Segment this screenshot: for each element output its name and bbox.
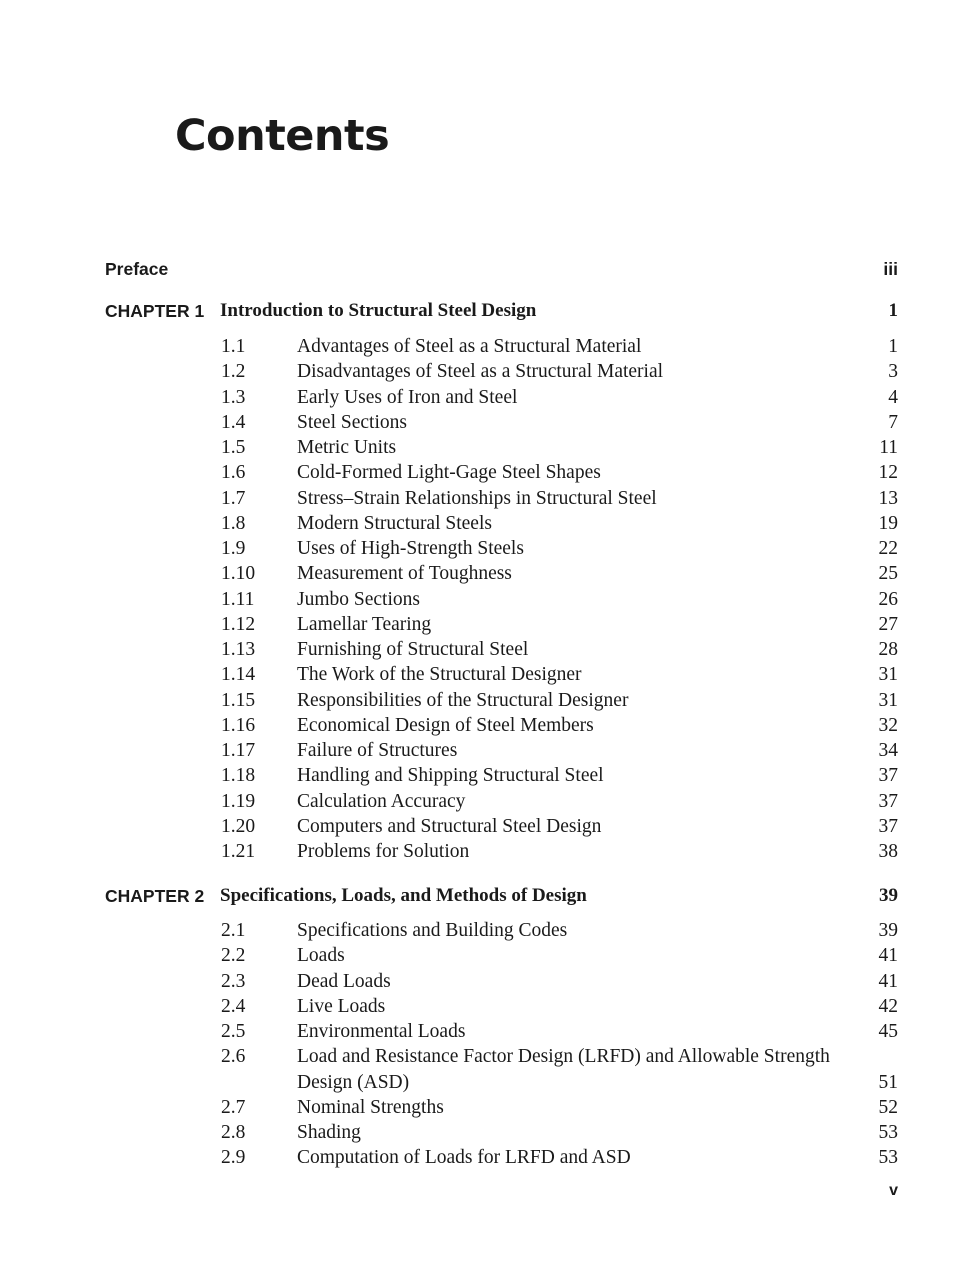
toc-section-entry[interactable] (221, 511, 898, 536)
section-title: Lamellar Tearing (297, 613, 432, 635)
section-title: Dead Loads (297, 970, 391, 992)
section-number: 1.6 (221, 462, 246, 484)
section-number: 2.9 (221, 1147, 246, 1169)
section-title: Furnishing of Structural Steel (297, 639, 529, 660)
section-number: 1.10 (221, 563, 256, 585)
section-number: 1.17 (221, 740, 256, 761)
toc-section-entry[interactable] (221, 969, 898, 994)
preface-label: Preface (105, 259, 169, 279)
section-number: 2.2 (221, 945, 246, 967)
section-number: 1.11 (221, 588, 255, 610)
chapter-page-number: 39 (879, 885, 898, 906)
section-page-number: 3 (888, 361, 898, 383)
section-number: 1.18 (221, 765, 256, 787)
page-folio: v (889, 1182, 898, 1199)
section-title: Calculation Accuracy (297, 790, 466, 812)
section-title: Jumbo Sections (297, 588, 420, 610)
section-number: 1.19 (221, 790, 256, 812)
toc-section-entry[interactable] (221, 460, 898, 485)
section-page-number: 52 (878, 1096, 898, 1118)
section-number: 2.3 (221, 970, 246, 992)
section-title: Stress–Strain Relationships in Structural Steel (297, 487, 657, 509)
toc-chapter-1-heading[interactable] (105, 298, 898, 324)
toc-section-entry[interactable] (221, 612, 898, 637)
section-page-number: 11 (879, 437, 898, 458)
toc-section-entry[interactable] (221, 994, 898, 1019)
toc-section-entry[interactable] (221, 1145, 898, 1170)
chapter-label: CHAPTER 2 (105, 886, 205, 906)
section-page-number: 37 (878, 815, 898, 837)
section-title: Shading (297, 1122, 361, 1143)
section-title: Uses of High-Strength Steels (297, 538, 524, 559)
toc-section-entry[interactable] (221, 918, 898, 943)
section-page-number: 12 (878, 462, 898, 484)
section-title: Computation of Loads for LRFD and ASD (297, 1147, 631, 1169)
toc-section-entry[interactable] (221, 814, 898, 839)
section-number: 2.4 (221, 995, 246, 1017)
section-page-number: 37 (878, 765, 898, 787)
toc-section-entry[interactable] (221, 1120, 898, 1145)
section-title: Economical Design of Steel Members (297, 714, 594, 736)
section-page-number: 26 (878, 588, 898, 610)
chapter-title: Specifications, Loads, and Methods of Design (220, 885, 587, 906)
chapter-1-section-list (221, 334, 898, 864)
section-number: 1.13 (221, 639, 256, 660)
toc-section-entry[interactable] (221, 435, 898, 460)
section-number: 2.6 (221, 1046, 246, 1068)
section-title: Failure of Structures (297, 740, 458, 761)
toc-section-entry[interactable] (221, 334, 898, 359)
toc-section-entry[interactable] (221, 359, 898, 384)
section-number: 1.3 (221, 386, 246, 408)
section-title: Responsibilities of the Structural Designer (297, 689, 629, 711)
section-title: Problems for Solution (297, 841, 470, 862)
toc-preface-entry[interactable] (105, 256, 898, 282)
section-title: Computers and Structural Steel Design (297, 815, 602, 837)
toc-section-entry[interactable] (221, 1095, 898, 1120)
toc-section-entry[interactable] (221, 1019, 898, 1044)
toc-section-entry[interactable] (221, 789, 898, 814)
section-page-number: 7 (888, 411, 898, 433)
toc-section-entry[interactable] (221, 536, 898, 561)
section-number: 1.12 (221, 613, 256, 635)
section-title: Early Uses of Iron and Steel (297, 386, 518, 408)
chapter-2-section-list (221, 918, 898, 1171)
section-number: 1.4 (221, 411, 246, 433)
section-title: Load and Resistance Factor Design (LRFD) and Allowable Strength Design (ASD) (297, 1046, 830, 1093)
section-page-number: 25 (878, 563, 898, 585)
section-page-number: 37 (878, 790, 898, 812)
section-page-number: 38 (878, 841, 898, 862)
section-title: Metric Units (297, 437, 397, 458)
section-page-number: 1 (888, 336, 898, 357)
section-number: 2.7 (221, 1096, 246, 1118)
section-page-number: 32 (878, 714, 898, 736)
toc-section-entry[interactable] (221, 763, 898, 788)
section-number: 1.21 (221, 841, 256, 862)
preface-page-number: iii (883, 259, 898, 279)
section-title: Disadvantages of Steel as a Structural Material (297, 361, 664, 383)
section-number: 2.5 (221, 1021, 246, 1042)
chapter-page-number: 1 (888, 300, 898, 321)
toc-section-entry[interactable] (221, 839, 898, 864)
section-number: 1.14 (221, 664, 256, 686)
section-page-number: 27 (878, 613, 898, 635)
toc-section-entry[interactable] (221, 410, 898, 435)
section-number: 1.5 (221, 437, 246, 458)
section-page-number: 45 (878, 1021, 898, 1042)
section-title: Steel Sections (297, 411, 407, 433)
section-number: 1.16 (221, 714, 256, 736)
toc-section-entry[interactable] (221, 662, 898, 687)
section-number: 1.9 (221, 538, 246, 559)
section-title: Advantages of Steel as a Structural Material (297, 336, 642, 357)
section-title: Live Loads (297, 995, 386, 1017)
section-page-number: 31 (878, 689, 898, 711)
page-title: Contents (175, 111, 390, 161)
section-title: Loads (297, 945, 345, 967)
toc-section-entry[interactable] (221, 385, 898, 410)
section-page-number: 53 (878, 1122, 898, 1143)
toc-section-entry[interactable] (221, 1044, 898, 1095)
section-page-number: 39 (878, 920, 898, 941)
section-number: 2.8 (221, 1122, 246, 1143)
section-page-number: 51 (878, 1071, 898, 1093)
toc-section-entry[interactable] (221, 561, 898, 586)
section-number: 1.20 (221, 815, 256, 837)
section-title: Nominal Strengths (297, 1096, 444, 1118)
section-page-number: 13 (878, 487, 898, 509)
section-title: Cold-Formed Light-Gage Steel Shapes (297, 462, 601, 484)
toc-section-entry[interactable] (221, 713, 898, 738)
section-title: Specifications and Building Codes (297, 920, 568, 941)
toc-section-entry[interactable] (221, 637, 898, 662)
toc-section-entry[interactable] (221, 688, 898, 713)
section-number: 1.8 (221, 512, 246, 534)
section-title: Handling and Shipping Structural Steel (297, 765, 604, 787)
section-title: The Work of the Structural Designer (297, 664, 582, 686)
chapter-label: CHAPTER 1 (105, 301, 205, 321)
chapter-title: Introduction to Structural Steel Design (220, 300, 537, 321)
toc-section-entry[interactable] (221, 943, 898, 968)
section-number: 2.1 (221, 920, 246, 941)
section-number: 1.15 (221, 689, 256, 711)
section-number: 1.1 (221, 336, 246, 357)
section-page-number: 53 (878, 1147, 898, 1169)
section-page-number: 41 (878, 970, 898, 992)
toc-section-entry[interactable] (221, 738, 898, 763)
section-page-number: 34 (878, 740, 898, 761)
toc-section-entry[interactable] (221, 587, 898, 612)
toc-section-entry[interactable] (221, 486, 898, 511)
section-title: Modern Structural Steels (297, 512, 492, 534)
toc-chapter-2-heading[interactable] (105, 883, 898, 909)
section-page-number: 19 (878, 512, 898, 534)
section-title: Environmental Loads (297, 1021, 466, 1042)
section-page-number: 22 (878, 538, 898, 559)
section-page-number: 28 (878, 639, 898, 660)
section-page-number: 42 (878, 995, 898, 1017)
section-number: 1.7 (221, 487, 246, 509)
section-page-number: 4 (888, 386, 898, 408)
section-number: 1.2 (221, 361, 246, 383)
section-title: Measurement of Toughness (297, 563, 512, 585)
section-page-number: 31 (878, 664, 898, 686)
section-page-number: 41 (878, 945, 898, 967)
